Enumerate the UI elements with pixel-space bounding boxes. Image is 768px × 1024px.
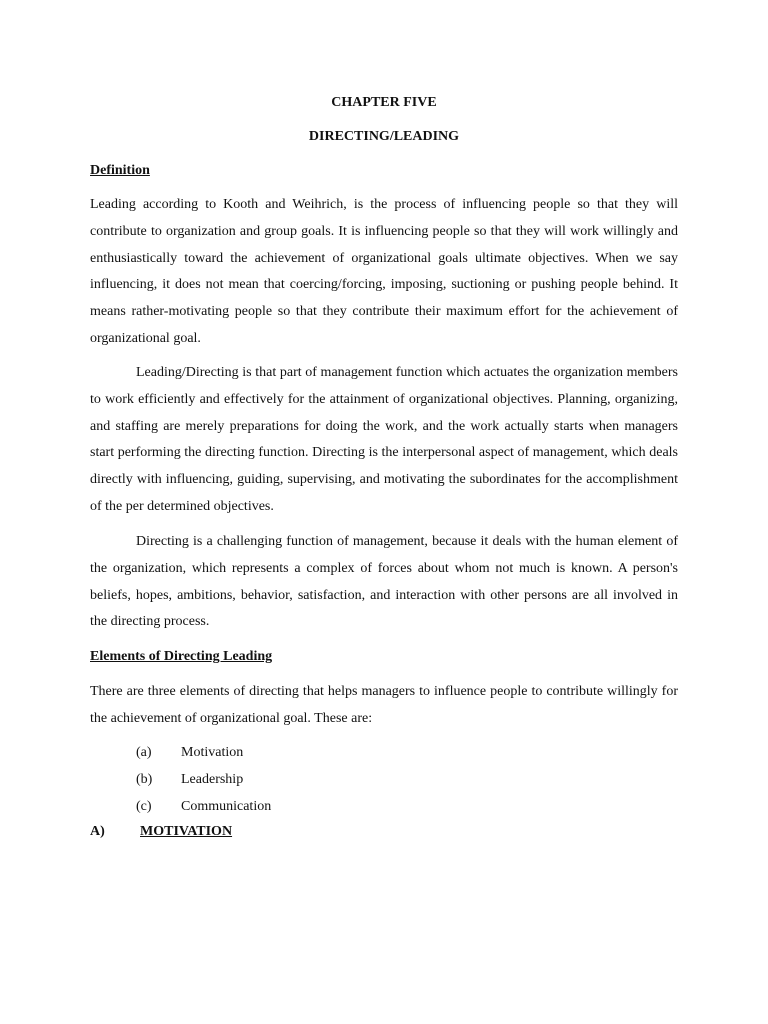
elements-intro: There are three elements of directing that helps managers to influence people to contribute willingly for the achievement of organizational goal. These are:	[90, 684, 678, 726]
list-item-label: Communication	[181, 799, 272, 814]
elements-heading: Elements of Directing Leading	[90, 649, 273, 664]
definition-paragraph-2: Leading/Directing is that part of management function which actuates the organization members to work efficiently and effectively for the attainment of organizational objectives. Planning, organizing, and staffing are merely preparations for doing the work, and the work actually starts when managers start performing the directing function. Directing is the interpersonal aspect of management, which deals directly with influencing, guiding, supervising, and motivating the subordinates for the accomplishment of the per determined objectives.	[90, 365, 678, 514]
list-item-marker: (a)	[136, 745, 152, 760]
list-item	[136, 798, 271, 816]
motivation-title: MOTIVATION	[140, 824, 233, 839]
list-item-label: Leadership	[181, 772, 244, 787]
list-item	[136, 744, 243, 762]
motivation-marker: A)	[90, 824, 105, 839]
definition-heading: Definition	[90, 163, 150, 178]
list-item-label: Motivation	[181, 745, 244, 760]
list-item-marker: (c)	[136, 799, 152, 814]
list-item	[136, 771, 243, 789]
definition-paragraph-1: Leading according to Kooth and Weihrich, is the process of influencing people so that they will contribute to organization and group goals. It is influencing people so that they will work willingly and enthusiastically toward the achievement of organizational goals ultimate objectives. When we say influencing, it does not mean that coercing/forcing, imposing, suctioning or pushing people behind. It means rather-motivating people so that they contribute their maximum effort for the achievement of organizational goal.	[90, 197, 678, 346]
list-item-marker: (b)	[136, 772, 153, 787]
definition-paragraph-3: Directing is a challenging function of management, because it deals with the human element of the organization, which represents a complex of forces about whom not much is known. A person's beliefs, hopes, ambitions, behavior, satisfaction, and interaction with other persons are all involved in the directing process.	[90, 534, 678, 630]
chapter-title: CHAPTER FIVE	[331, 95, 437, 110]
motivation-heading	[90, 823, 232, 841]
chapter-subtitle: DIRECTING/LEADING	[308, 129, 460, 144]
